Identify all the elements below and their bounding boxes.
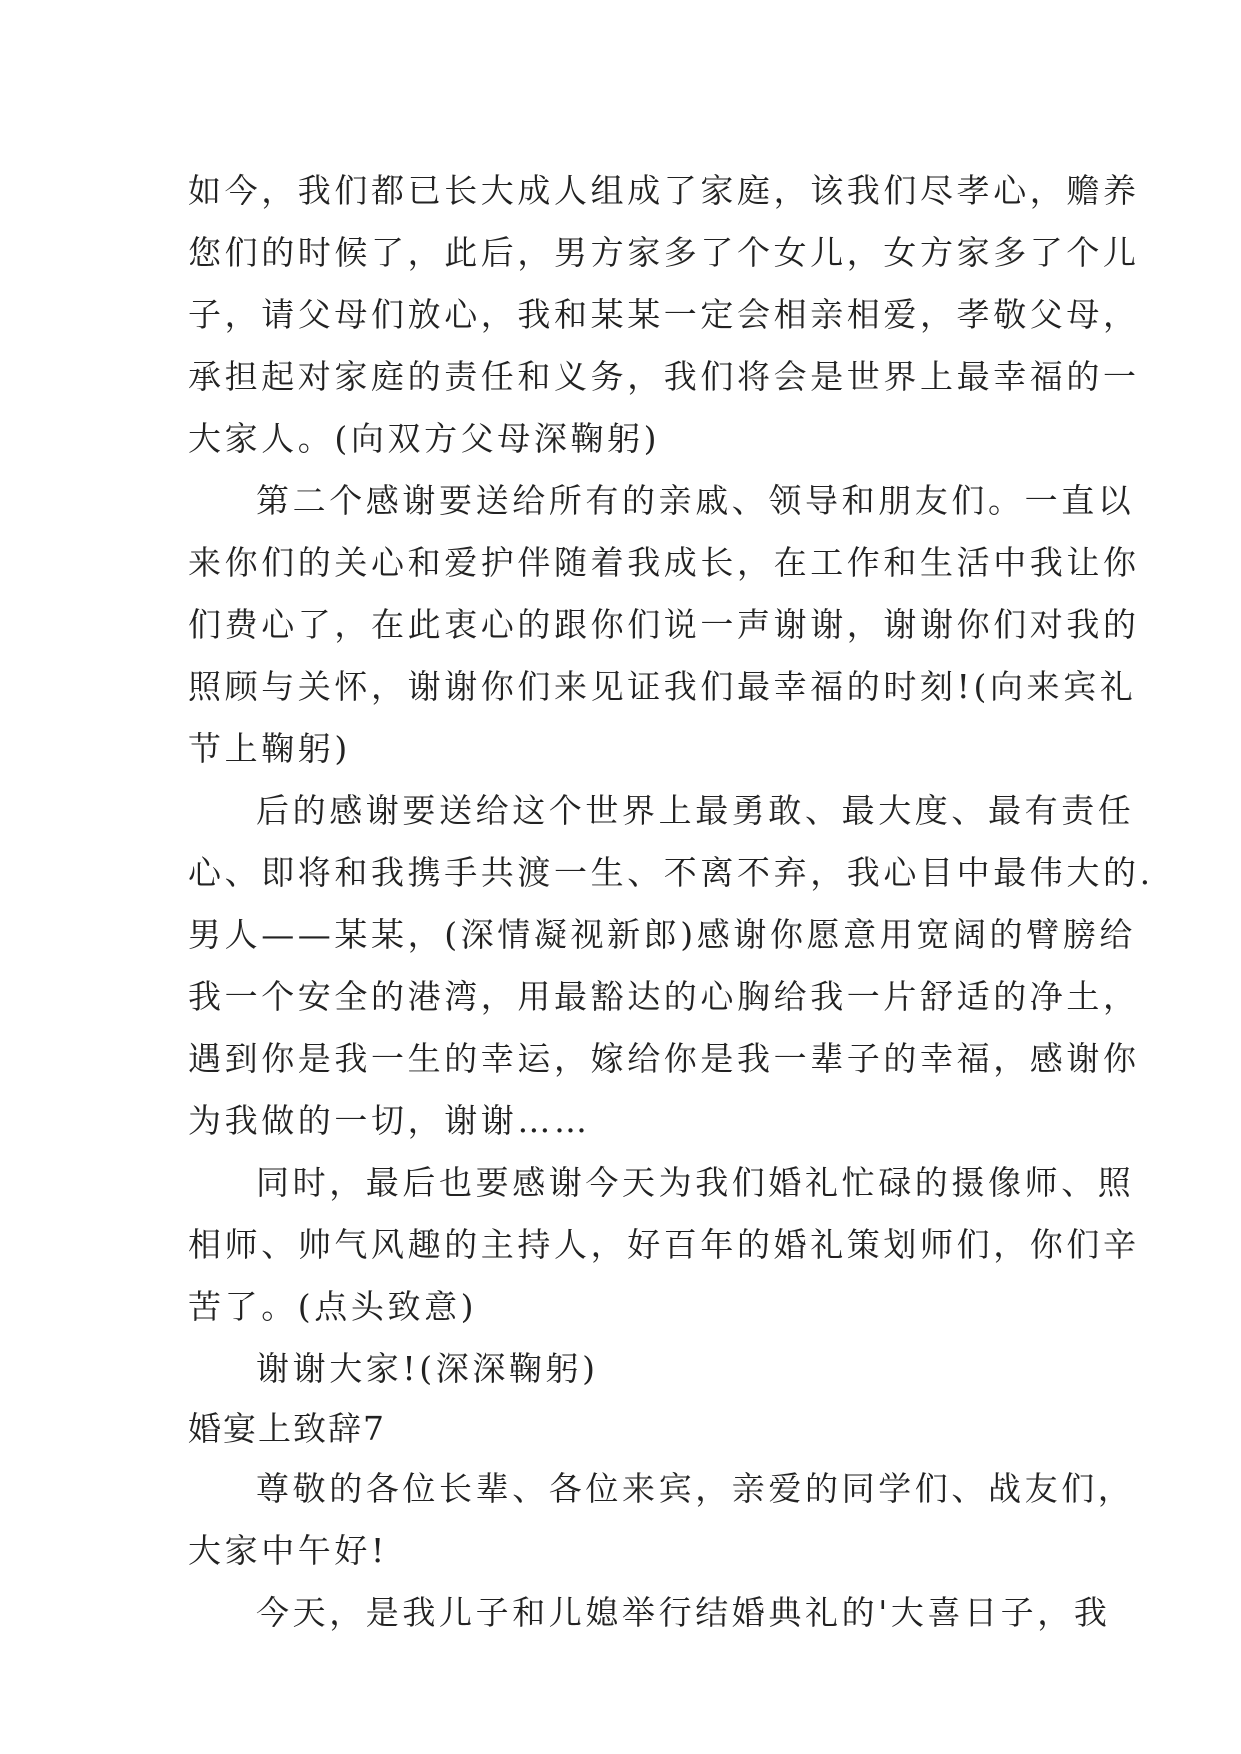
text-line: 承担起对家庭的责任和义务，我们将会是世界上最幸福的一 — [188, 357, 1140, 396]
text-line: 我一个安全的港湾，用最豁达的心胸给我一片舒适的净土， — [188, 977, 1140, 1016]
text-line: 相师、帅气风趣的主持人，好百年的婚礼策划师们，你们辛 — [188, 1225, 1140, 1264]
text-line: 为我做的一切，谢谢…… — [188, 1101, 591, 1140]
paragraph-relatives-thanks — [188, 470, 1140, 780]
text-line: 同时，最后也要感谢今天为我们婚礼忙碌的摄像师、照 — [256, 1163, 1135, 1202]
text-line: 心、即将和我携手共渡一生、不离不弃，我心目中最伟大的. — [188, 853, 1154, 892]
paragraph-closing — [188, 1338, 1068, 1400]
text-line: 后的感谢要送给这个世界上最勇敢、最大度、最有责任 — [256, 791, 1135, 830]
text-line: 尊敬的各位长辈、各位来宾，亲爱的同学们、战友们， — [256, 1469, 1135, 1508]
text-line: 遇到你是我一生的幸运，嫁给你是我一辈子的幸福，感谢你 — [188, 1039, 1140, 1078]
text-line: 节上鞠躬) — [188, 729, 351, 768]
text-line: 来你们的关心和爱护伴随着我成长，在工作和生活中我让你 — [188, 543, 1140, 582]
text-line: 如今，我们都已长大成人组成了家庭，该我们尽孝心，赡养 — [188, 171, 1140, 210]
text-line: 子，请父母们放心，我和某某一定会相亲相爱，孝敬父母， — [188, 295, 1140, 334]
text-line: 男人——某某，(深情凝视新郎)感谢你愿意用宽阔的臂膀给 — [188, 915, 1136, 954]
text-line: 们费心了，在此衷心的跟你们说一声谢谢，谢谢你们对我的 — [188, 605, 1140, 644]
text-line: 您们的时候了，此后，男方家多了个女儿，女方家多了个儿 — [188, 233, 1140, 272]
text-line: 大家中午好! — [188, 1531, 388, 1570]
text-line: 大家人。(向双方父母深鞠躬) — [188, 419, 661, 458]
text-line: 谢谢大家!(深深鞠躬) — [256, 1349, 599, 1388]
text-line: 第二个感谢要送给所有的亲戚、领导和朋友们。一直以 — [256, 481, 1135, 520]
text-line: 苦了。(点头致意) — [188, 1287, 478, 1326]
paragraph-groom-thanks — [188, 780, 1154, 1152]
paragraph-occasion — [188, 1582, 1111, 1644]
document-body — [188, 160, 1154, 1644]
paragraph-staff-thanks — [188, 1152, 1140, 1338]
section-title: 婚宴上致辞7 — [188, 1409, 386, 1448]
text-line: 照顾与关怀，谢谢你们来见证我们最幸福的时刻!(向来宾礼 — [188, 667, 1137, 706]
paragraph-parents-thanks — [188, 160, 1140, 470]
paragraph-greeting — [188, 1458, 1135, 1582]
text-line: 今天，是我儿子和儿媳举行结婚典礼的'大喜日子，我 — [256, 1593, 1111, 1632]
